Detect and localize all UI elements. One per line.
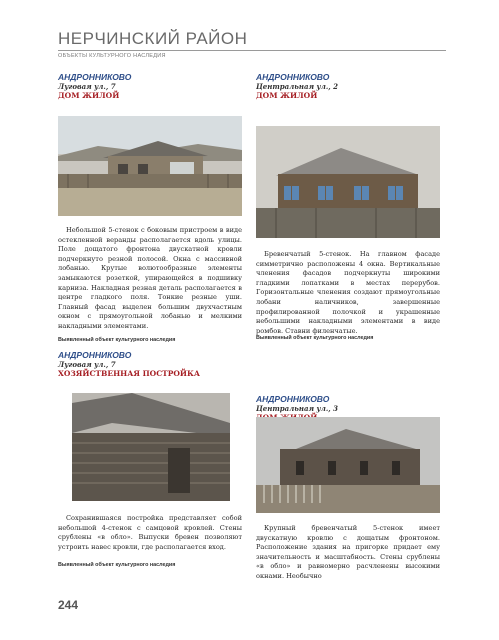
village-name: АНДРОННИКОВО: [256, 72, 330, 82]
street-address: Центральная ул., 2: [256, 82, 339, 91]
street-address: Луговая ул., 7: [58, 82, 116, 91]
house-photo-2: [256, 126, 440, 238]
village-name: АНДРОННИКОВО: [58, 350, 132, 360]
heritage-status-2: Выявленный объект культурного наследия: [256, 335, 374, 341]
page-header: [58, 30, 446, 59]
district-title: НЕРЧИНСКИЙ РАЙОН: [58, 29, 248, 48]
section-subtitle: ОБЪЕКТЫ КУЛЬТУРНОГО НАСЛЕДИЯ: [58, 53, 166, 59]
description-4: Крупный бревенчатый 5-стенок имеет двускатную кровлю с дощатым фронтоном. Расположение здания на пригорке придает ему значительность и масштабность. Стены срублены «в обло» и равномерно расчленены высокими окнами. Необычно: [256, 524, 440, 580]
house-photo-4: [256, 417, 440, 513]
heritage-status-3: Выявленный объект культурного наследия: [58, 562, 176, 568]
heritage-status-1: Выявленный объект культурного наследия: [58, 337, 176, 343]
village-name: АНДРОННИКОВО: [256, 394, 330, 404]
header-rule: [58, 50, 446, 51]
entry-heading-1: [58, 72, 248, 101]
description-2: Бревенчатый 5-стенок. На главном фасаде симметрично расположены 4 окна. Вертикальные членения фасадов подчеркнуты широкими гладкими лопатками в местах перерубов. Горизонтальные членения создают прямоугольные лобани наличников, завершенные профилированной полочкой и украшенные небольшими накладными элементами в виде ромбов. Ставни филенчатые.: [256, 250, 440, 335]
page-number: 244: [58, 598, 79, 612]
object-type: ХОЗЯЙСТВЕННАЯ ПОСТРОЙКА: [58, 369, 200, 378]
street-address: Центральная ул., 3: [256, 404, 339, 413]
outbuilding-photo: [72, 393, 230, 501]
description-1: Небольшой 5-стенок с боковым пристроем в виде остекленной веранды располагается вдоль улицы. Поле дощатого фронтона двускатной кровли подчеркнуто резной полосой. Окна с массивной лобанью. Крутые волютообразные элементы замыкаются розеткой, упирающейся в подшивку карниза. Накладная резная деталь располагается в центре гладкого поля. Тонкие резные уши. Главный фасад выделен большим двухчастным окном с прямоугольной лобанью и мелкими накладными элементами.: [58, 226, 242, 330]
description-3: Сохранившаяся постройка представляет собой небольшой 4-стенок с самцовой кровлей. Стены срублены «в обло». Выпуски бревен позволяют устроить навес кровли, где располагается вход.: [58, 514, 242, 551]
object-type: ДОМ ЖИЛОЙ: [58, 91, 120, 100]
house-photo-1: [58, 116, 242, 216]
entry-heading-2: [256, 72, 446, 101]
object-type: ДОМ ЖИЛОЙ: [256, 91, 318, 100]
street-address: Луговая ул., 7: [58, 360, 116, 369]
entry-heading-3: [58, 350, 248, 379]
village-name: АНДРОННИКОВО: [58, 72, 132, 82]
